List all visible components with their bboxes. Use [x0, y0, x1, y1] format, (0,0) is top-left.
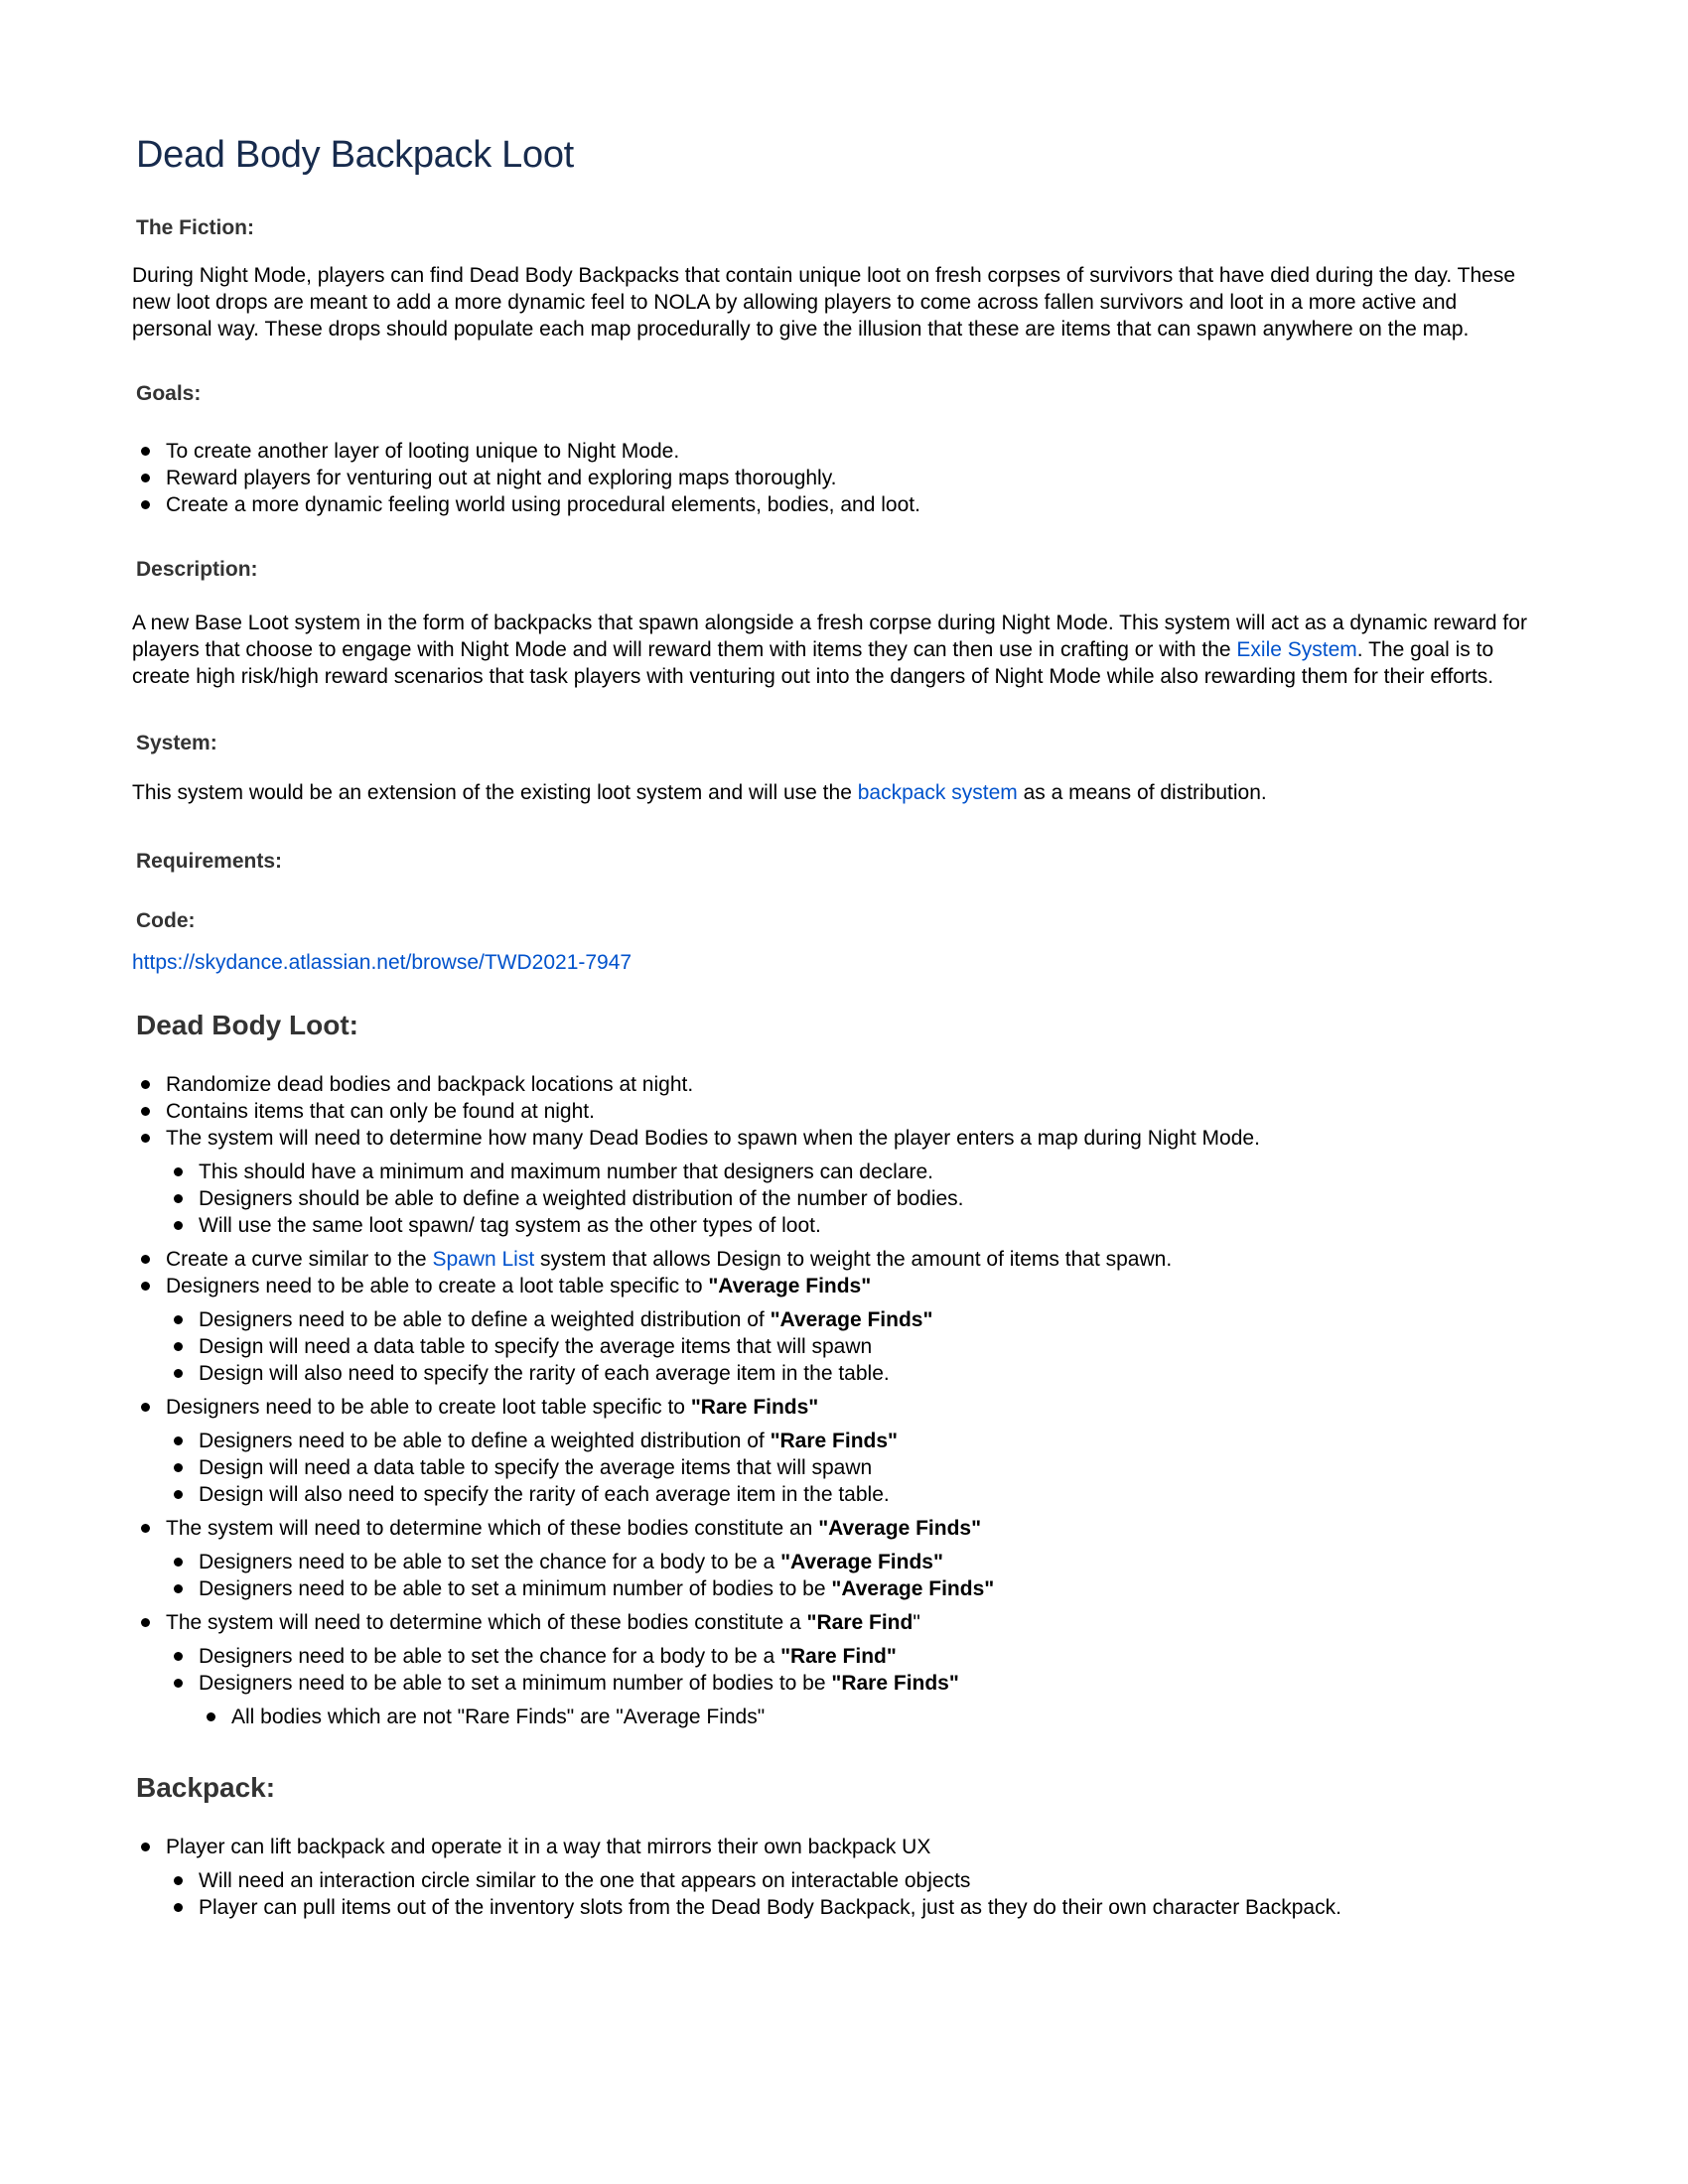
- list-item: Will use the same loot spawn/ tag system as the other types of loot.: [199, 1212, 1542, 1239]
- list-item: Design will also need to specify the rarity of each average item in the table.: [199, 1481, 1542, 1508]
- list-item: The system will need to determine which of these bodies constitute an "Average Finds" Designers need to be able to set the chance for a body to be a "Average Finds" Designers need to be able to set a minimum number of bodies to be "Average Finds": [166, 1515, 1542, 1602]
- list-item: Design will need a data table to specify the average items that will spawn: [199, 1333, 1542, 1360]
- bullet-icon: [174, 1369, 183, 1378]
- fiction-heading: The Fiction:: [136, 216, 254, 239]
- bullet-icon: [174, 1903, 183, 1912]
- bullet-icon: [141, 474, 150, 482]
- page-content: [132, 134, 1542, 1928]
- list-item: Designers should be able to define a weighted distribution of the number of bodies.: [199, 1185, 1542, 1212]
- list-item: Contains items that can only be found at night.: [166, 1098, 1542, 1125]
- bullet-icon: [174, 1463, 183, 1472]
- sub-list: [199, 1159, 1542, 1239]
- jira-ticket-link[interactable]: https://skydance.atlassian.net/browse/TWD2021-7947: [132, 951, 633, 974]
- bullet-icon: [174, 1558, 183, 1567]
- bullet-icon: [174, 1436, 183, 1445]
- bullet-icon: [174, 1167, 183, 1176]
- bullet-icon: [141, 1618, 150, 1627]
- bullet-icon: [141, 1134, 150, 1143]
- list-item: Player can lift backpack and operate it in a way that mirrors their own backpack UX Will need an interaction circle similar to the one that appears on interactable objects Player can pull items out of the inventory slots from the Dead Body Backpack, just as they do their own character Backpack.: [166, 1834, 1542, 1921]
- sub-list: [199, 1306, 1542, 1387]
- sub-list: [199, 1643, 1542, 1730]
- code-heading: Code:: [136, 909, 196, 932]
- description-heading: Description:: [136, 558, 258, 581]
- bullet-icon: [141, 1843, 150, 1851]
- dead-body-loot-heading: Dead Body Loot:: [136, 1010, 358, 1040]
- list-item: Will need an interaction circle similar to the one that appears on interactable objects: [199, 1867, 1542, 1894]
- page-title: Dead Body Backpack Loot: [136, 134, 574, 176]
- backpack-heading: Backpack:: [136, 1772, 276, 1803]
- bullet-icon: [174, 1315, 183, 1324]
- list-item: Randomize dead bodies and backpack locations at night.: [166, 1071, 1542, 1098]
- list-item: This should have a minimum and maximum number that designers can declare.: [199, 1159, 1542, 1185]
- description-text: A new Base Loot system in the form of backpacks that spawn alongside a fresh corpse during Night Mode. This system will act as a dynamic reward for players that choose to engage with Night Mode and will reward them with items they can then use in crafting or with the Exile System. The goal is to create high risk/high reward scenarios that task players with venturing out into the dangers of Night Mode while also rewarding them for their efforts.: [132, 612, 1527, 688]
- bullet-icon: [174, 1221, 183, 1230]
- goals-heading: Goals:: [136, 382, 202, 405]
- spawn-list-link[interactable]: Spawn List: [432, 1248, 535, 1271]
- bullet-icon: [141, 447, 150, 456]
- list-item: Designers need to be able to create a loot table specific to "Average Finds" Designers need to be able to define a weighted distribution of "Average Finds" Design will need a data table to specify the average items that will spawn Design will also need to specify the rarity of each average item in the table.: [166, 1273, 1542, 1387]
- bullet-icon: [141, 1080, 150, 1089]
- bullet-icon: [141, 500, 150, 509]
- list-item: Reward players for venturing out at night and exploring maps thoroughly.: [166, 465, 1542, 491]
- list-item: Designers need to be able to set a minimum number of bodies to be "Rare Finds" All bodies which are not "Rare Finds" are "Average Finds": [199, 1670, 1542, 1730]
- bullet-icon: [141, 1282, 150, 1291]
- bullet-icon: [141, 1403, 150, 1412]
- sub-sub-list: [231, 1704, 1542, 1730]
- sub-list: [199, 1867, 1542, 1921]
- backpack-system-link[interactable]: backpack system: [857, 781, 1018, 804]
- backpack-list: [166, 1834, 1542, 1921]
- system-heading: System:: [136, 732, 217, 754]
- bullet-icon: [174, 1652, 183, 1661]
- list-item: Designers need to be able to set a minimum number of bodies to be "Average Finds": [199, 1575, 1542, 1602]
- bullet-icon: [141, 1524, 150, 1533]
- bullet-icon: [174, 1342, 183, 1351]
- list-item: The system will need to determine how many Dead Bodies to spawn when the player enters a map during Night Mode. This should have a minimum and maximum number that designers can declare. Designers should be able to define a weighted distribution of the number of bodies. Will use the same loot spawn/ tag system as the other types of loot.: [166, 1125, 1542, 1239]
- list-item: Design will also need to specify the rarity of each average item in the table.: [199, 1360, 1542, 1387]
- list-item: Designers need to be able to set the chance for a body to be a "Rare Find": [199, 1643, 1542, 1670]
- bullet-icon: [207, 1712, 215, 1721]
- bullet-icon: [174, 1490, 183, 1499]
- system-text: This system would be an extension of the existing loot system and will use the backpack system as a means of distribution.: [132, 781, 1267, 804]
- list-item: Designers need to be able to define a weighted distribution of "Average Finds": [199, 1306, 1542, 1333]
- bullet-icon: [141, 1255, 150, 1264]
- list-item: Design will need a data table to specify the average items that will spawn: [199, 1454, 1542, 1481]
- fiction-text: During Night Mode, players can find Dead Body Backpacks that contain unique loot on fresh corpses of survivors that have died during the day. These new loot drops are meant to add a more dynamic feel to NOLA by allowing players to come across fallen survivors and loot in a more active and personal way. These drops should populate each map procedurally to give the illusion that these are items that can spawn anywhere on the map.: [132, 264, 1516, 341]
- bullet-icon: [174, 1194, 183, 1203]
- sub-list: [199, 1428, 1542, 1508]
- list-item: Designers need to be able to define a weighted distribution of "Rare Finds": [199, 1428, 1542, 1454]
- bullet-icon: [141, 1107, 150, 1116]
- dead-body-loot-list: [166, 1071, 1542, 1730]
- list-item: Designers need to be able to create loot table specific to "Rare Finds" Designers need to be able to define a weighted distribution of "Rare Finds" Design will need a data table to specify the average items that will spawn Design will also need to specify the rarity of each average item in the table.: [166, 1394, 1542, 1508]
- list-item: Create a curve similar to the Spawn List system that allows Design to weight the amount of items that spawn.: [166, 1246, 1542, 1273]
- requirements-heading: Requirements:: [136, 850, 283, 873]
- list-item: The system will need to determine which of these bodies constitute a "Rare Find" Designers need to be able to set the chance for a body to be a "Rare Find" Designers need to be able to set a minimum number of bodies to be "Rare Finds" All bodies which are not "Rare Finds" are "Average Finds": [166, 1609, 1542, 1730]
- list-item: Designers need to be able to set the chance for a body to be a "Average Finds": [199, 1549, 1542, 1575]
- list-item: Player can pull items out of the inventory slots from the Dead Body Backpack, just as they do their own character Backpack.: [199, 1894, 1542, 1921]
- list-item: To create another layer of looting unique to Night Mode.: [166, 438, 1542, 465]
- bullet-icon: [174, 1679, 183, 1688]
- sub-list: [199, 1549, 1542, 1602]
- goals-list: [166, 438, 1542, 518]
- code-link-line: [132, 949, 1542, 976]
- list-item: Create a more dynamic feeling world using procedural elements, bodies, and loot.: [166, 491, 1542, 518]
- list-item: All bodies which are not "Rare Finds" are "Average Finds": [231, 1704, 1542, 1730]
- exile-system-link[interactable]: Exile System: [1236, 638, 1357, 661]
- bullet-icon: [174, 1584, 183, 1593]
- bullet-icon: [174, 1876, 183, 1885]
